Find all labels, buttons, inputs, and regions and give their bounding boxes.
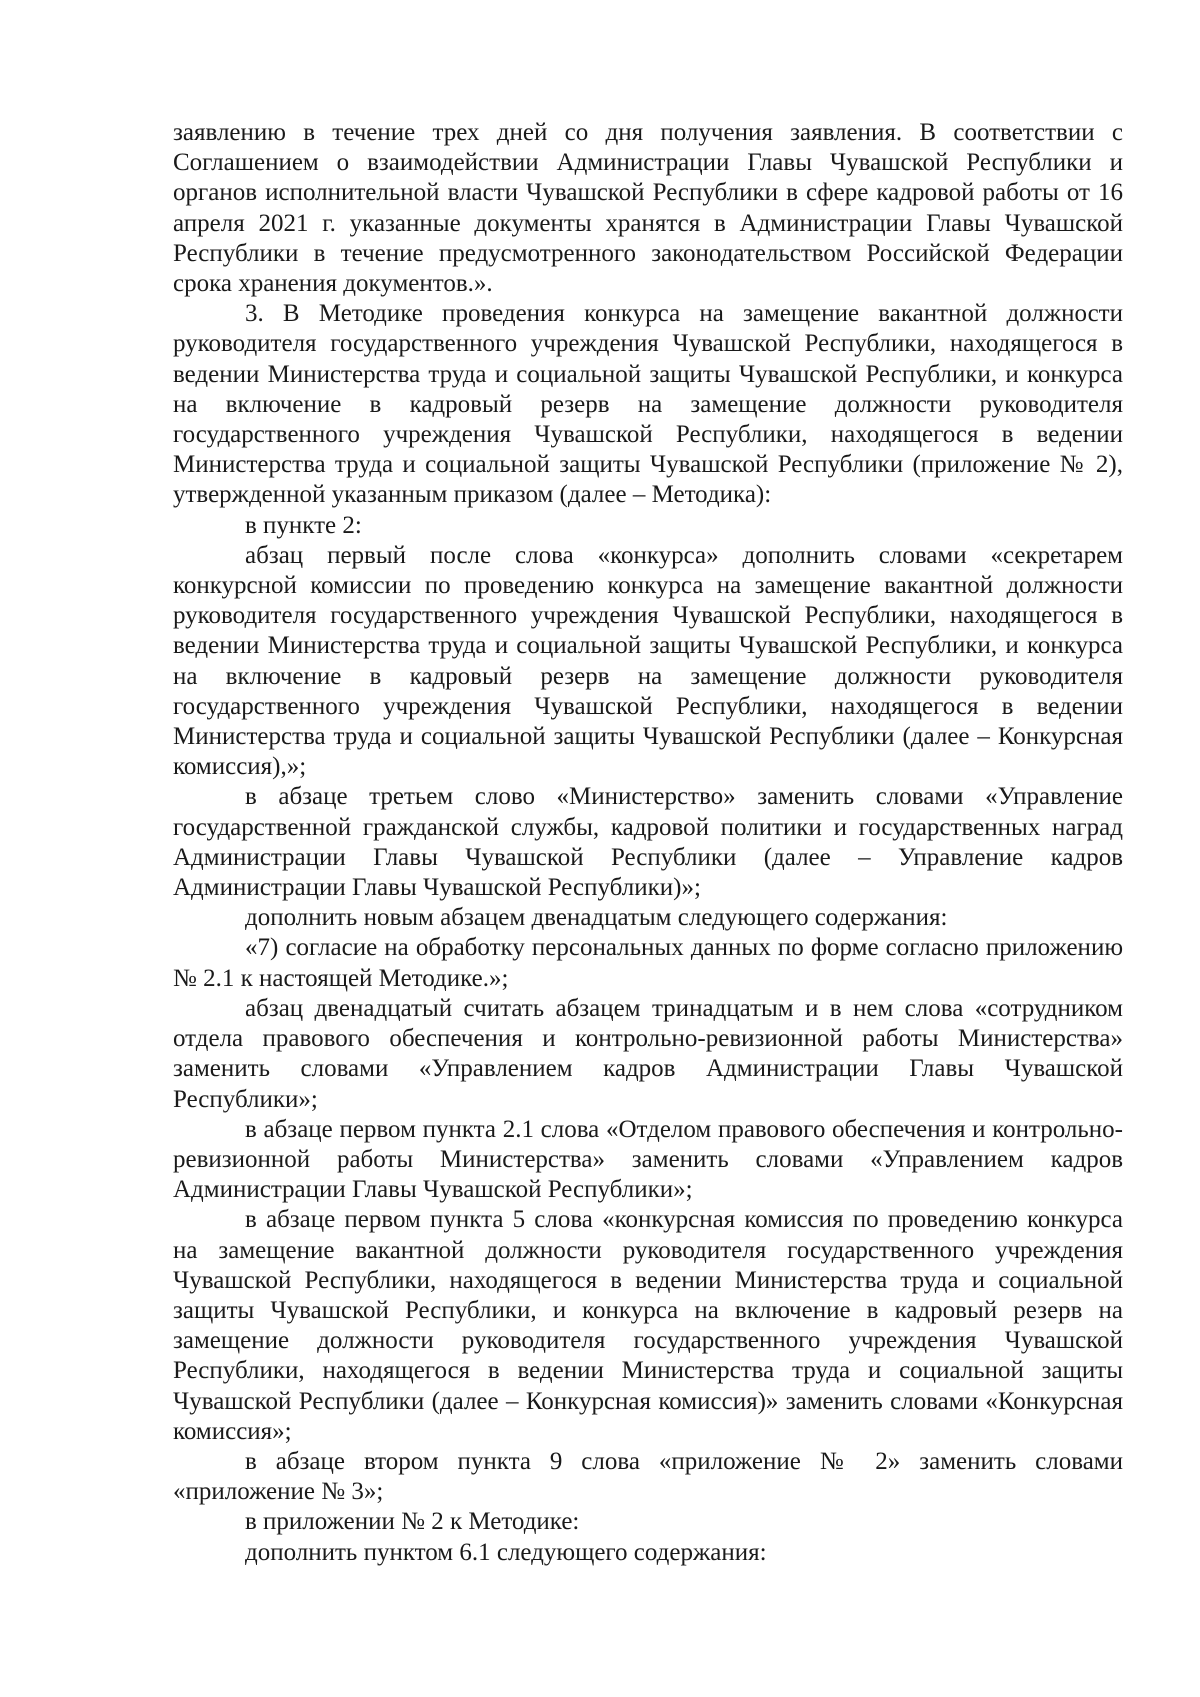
paragraph-point-9: в абзаце втором пункта 9 слова «приложение № 2» заменить словами «приложение № 3»;	[173, 1447, 1123, 1506]
paragraph-point-6-1: дополнить пунктом 6.1 следующего содержания:	[245, 1538, 767, 1566]
paragraph-continuation: заявлению в течение трех дней со дня получения заявления. В соответствии с Соглашением о взаимодействии Администрации Главы Чувашской Республики и органов исполнительной власти Чувашской Республики в сфере кадровой работы от 16 апреля 2021 г. указанные документы хранятся в Администрации Главы Чувашской Республики в течение предусмотренного законодательством Российской Федерации срока хранения документов.».	[173, 119, 1123, 298]
document-body	[173, 118, 1123, 1568]
paragraph-point-2: в пункте 2:	[245, 511, 362, 539]
paragraph-point-5: в абзаце первом пункта 5 слова «конкурсная комиссия по проведению конкурса на замещение вакантной должности руководителя государственного учреждения Чувашской Республики, находящегося в ведении Министерства труда и социальной защиты Чувашской Республики, и конкурса на включение в кадровый резерв на замещение должности руководителя государственного учреждения Чувашской Республики, находящегося в ведении Министерства труда и социальной защиты Чувашской Республики (далее – Конкурсная комиссия)» заменить словами «Конкурсная комиссия»;	[173, 1206, 1123, 1445]
paragraph-item-3: 3. В Методике проведения конкурса на замещение вакантной должности руководителя государственного учреждения Чувашской Республики, находящегося в ведении Министерства труда и социальной защиты Чувашской Республики, и конкурса на включение в кадровый резерв на замещение должности руководителя государственного учреждения Чувашской Республики, находящегося в ведении Министерства труда и социальной защиты Чувашской Республики (приложение № 2), утвержденной указанным приказом (далее – Методика):	[173, 300, 1123, 509]
paragraph-third-abzac: в абзаце третьем слово «Министерство» заменить словами «Управление государственной гражданской службы, кадровой политики и государственных наград Администрации Главы Чувашской Республики (далее – Управление кадров Администрации Главы Чувашской Республики)»;	[173, 783, 1123, 902]
paragraph-add-twelfth: дополнить новым абзацем двенадцатым следующего содержания:	[245, 904, 948, 932]
paragraph-point-2-1: в абзаце первом пункта 2.1 слова «Отделом правового обеспечения и контрольно-ревизионной работы Министерства» заменить словами «Управлением кадров Администрации Главы Чувашской Республики»;	[173, 1115, 1123, 1204]
paragraph-appendix-2: в приложении № 2 к Методике:	[245, 1508, 580, 1536]
paragraph-first-abzac: абзац первый после слова «конкурса» дополнить словами «секретарем конкурсной комиссии по проведению конкурса на замещение вакантной должности руководителя государственного учреждения Чувашской Республики, находящегося в ведении Министерства труда и социальной защиты Чувашской Республики, и конкурса на включение в кадровый резерв на замещение должности руководителя государственного учреждения Чувашской Республики, находящегося в ведении Министерства труда и социальной защиты Чувашской Республики (далее – Конкурсная комиссия),»;	[173, 541, 1123, 781]
paragraph-twelfth-renumber: абзац двенадцатый считать абзацем тринадцатым и в нем слова «сотрудником отдела правового обеспечения и контрольно-ревизионной работы Министерства» заменить словами «Управлением кадров Администрации Главы Чувашской Республики»;	[173, 994, 1123, 1113]
paragraph-consent: «7) согласие на обработку персональных данных по форме согласно приложению № 2.1 к настоящей Методике.»;	[173, 934, 1123, 992]
